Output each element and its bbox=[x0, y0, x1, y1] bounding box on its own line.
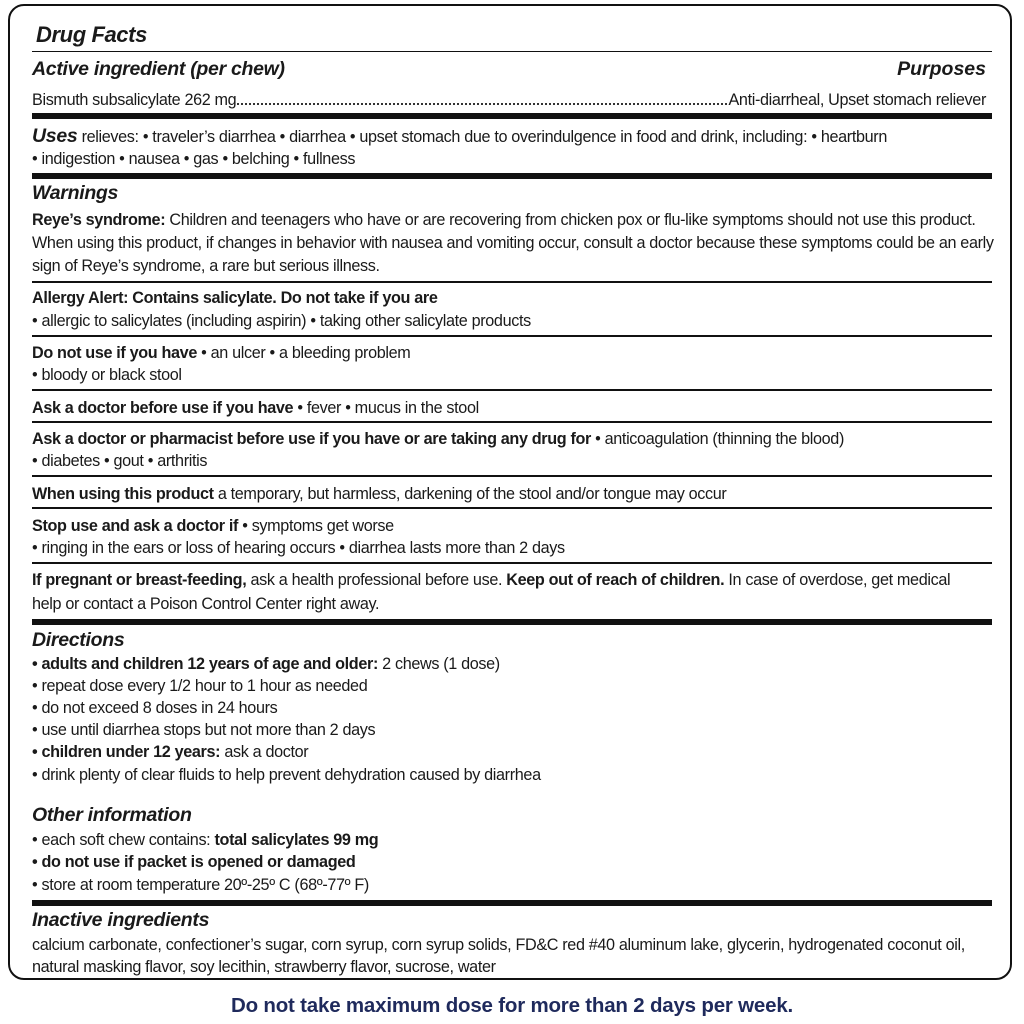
pregnant-line-2: help or contact a Poison Control Center right away. bbox=[32, 595, 380, 613]
uses-line-1 bbox=[32, 125, 887, 147]
ingredient-purpose: Anti-diarrheal, Upset stomach reliever bbox=[728, 91, 986, 109]
uses-line-2: • indigestion • nausea • gas • belching • fullness bbox=[32, 150, 356, 168]
when-using-line bbox=[32, 484, 726, 504]
ingredient-name: Bismuth subsalicylate 262 mg bbox=[32, 91, 237, 109]
section-rule-other bbox=[32, 900, 992, 906]
directions-item-1 bbox=[32, 654, 500, 674]
reyes-text-1: Children and teenagers who have or are recovering from chicken pox or flu-like symptoms should not use this product. bbox=[165, 211, 976, 229]
dose-limit-notice: Do not take maximum dose for more than 2 days per week. bbox=[230, 994, 794, 1017]
leader-dots bbox=[237, 91, 727, 105]
do-not-use-label: Do not use if you have bbox=[32, 344, 197, 362]
drug-facts-content bbox=[32, 6, 992, 978]
ask-pharmacist-label: Ask a doctor or pharmacist before use if you have or are taking any drug for bbox=[32, 430, 591, 448]
drug-facts-panel bbox=[8, 4, 1012, 980]
rule-when-using bbox=[32, 507, 992, 509]
when-using-label: When using this product bbox=[32, 485, 214, 503]
do-not-use-line-1 bbox=[32, 343, 410, 363]
purposes-heading: Purposes bbox=[897, 58, 986, 80]
directions-item-4: • use until diarrhea stops but not more than 2 days bbox=[32, 721, 376, 739]
rule-do-not-use bbox=[32, 389, 992, 391]
uses-heading: Uses bbox=[32, 125, 78, 147]
rule-allergy bbox=[32, 335, 992, 337]
other-info-item-2: • do not use if packet is opened or damaged bbox=[32, 853, 356, 871]
active-ingredient-row bbox=[32, 90, 986, 110]
allergy-alert-text: • allergic to salicylates (including aspirin) • taking other salicylate products bbox=[32, 312, 531, 330]
inactive-heading: Inactive ingredients bbox=[32, 909, 210, 931]
stop-use-line-1 bbox=[32, 516, 394, 536]
directions-adults-text: 2 chews (1 dose) bbox=[378, 655, 500, 673]
ask-doctor-label: Ask a doctor before use if you have bbox=[32, 399, 294, 417]
pregnant-text: ask a health professional before use. bbox=[246, 571, 507, 589]
ask-doctor-text: • fever • mucus in the stool bbox=[293, 399, 479, 417]
reyes-line-1 bbox=[32, 210, 976, 230]
rule-ask-pharmacist bbox=[32, 475, 992, 477]
inactive-line-1: calcium carbonate, confectioner’s sugar, corn syrup, corn syrup solids, FD&C red #40 aluminum lake, glycerin, hydrogenated coconut oil, bbox=[32, 936, 965, 954]
ask-doctor-line bbox=[32, 398, 479, 418]
rule-stop-use bbox=[32, 562, 992, 564]
ask-pharmacist-line-1 bbox=[32, 429, 844, 449]
active-ingredient-heading: Active ingredient (per chew) bbox=[32, 58, 285, 80]
rule-ask-doctor bbox=[32, 421, 992, 423]
title-rule bbox=[32, 51, 992, 52]
other-info-heading: Other information bbox=[32, 804, 192, 826]
drug-facts-title: Drug Facts bbox=[36, 22, 147, 47]
directions-item-3: • do not exceed 8 doses in 24 hours bbox=[32, 699, 278, 717]
stop-use-line-2: • ringing in the ears or loss of hearing occurs • diarrhea lasts more than 2 days bbox=[32, 539, 565, 557]
ask-pharmacist-text: • anticoagulation (thinning the blood) bbox=[591, 430, 845, 448]
pregnant-label: If pregnant or breast-feeding, bbox=[32, 571, 247, 589]
do-not-use-line-2: • bloody or black stool bbox=[32, 366, 182, 384]
ask-pharmacist-line-2: • diabetes • gout • arthritis bbox=[32, 452, 208, 470]
directions-heading: Directions bbox=[32, 629, 125, 651]
when-using-text: a temporary, but harmless, darkening of the stool and/or tongue may occur bbox=[213, 485, 727, 503]
directions-adults-label: • adults and children 12 years of age and older: bbox=[32, 655, 378, 673]
warnings-heading: Warnings bbox=[32, 182, 119, 204]
directions-item-5 bbox=[32, 742, 308, 762]
salicylates-label: total salicylates 99 mg bbox=[214, 831, 379, 849]
directions-item-6: • drink plenty of clear fluids to help prevent dehydration caused by diarrhea bbox=[32, 766, 541, 784]
directions-item-2: • repeat dose every 1/2 hour to 1 hour as needed bbox=[32, 677, 368, 695]
other-info-item-3: • store at room temperature 20º-25º C (68º-77º F) bbox=[32, 876, 369, 894]
directions-children-text: ask a doctor bbox=[220, 743, 309, 761]
other-info-text-1: • each soft chew contains: bbox=[32, 831, 215, 849]
stop-use-label: Stop use and ask a doctor if bbox=[32, 517, 239, 535]
reyes-line-3: sign of Reye’s syndrome, a rare but serious illness. bbox=[32, 257, 380, 275]
rule-reyes bbox=[32, 281, 992, 283]
allergy-alert-label: Allergy Alert: Contains salicylate. Do not take if you are bbox=[32, 289, 438, 307]
directions-children-label: • children under 12 years: bbox=[32, 743, 221, 761]
pregnant-line-1 bbox=[32, 570, 950, 590]
stop-use-text: • symptoms get worse bbox=[238, 517, 394, 535]
uses-text-1: relieves: • traveler’s diarrhea • diarrhea • upset stomach due to overindulgence in food and drink, including: • heartburn bbox=[77, 128, 887, 146]
section-rule-active bbox=[32, 113, 992, 119]
section-rule-warnings bbox=[32, 619, 992, 625]
reyes-line-2: When using this product, if changes in behavior with nausea and vomiting occur, consult a doctor because these symptoms could be an early bbox=[32, 234, 994, 252]
section-rule-uses bbox=[32, 173, 992, 179]
overdose-text: In case of overdose, get medical bbox=[724, 571, 951, 589]
do-not-use-text: • an ulcer • a bleeding problem bbox=[197, 344, 411, 362]
other-info-item-1 bbox=[32, 830, 378, 850]
keep-out-label: Keep out of reach of children. bbox=[506, 571, 725, 589]
reyes-label: Reye’s syndrome: bbox=[32, 211, 166, 229]
inactive-line-2: natural masking flavor, soy lecithin, strawberry flavor, sucrose, water bbox=[32, 958, 496, 976]
